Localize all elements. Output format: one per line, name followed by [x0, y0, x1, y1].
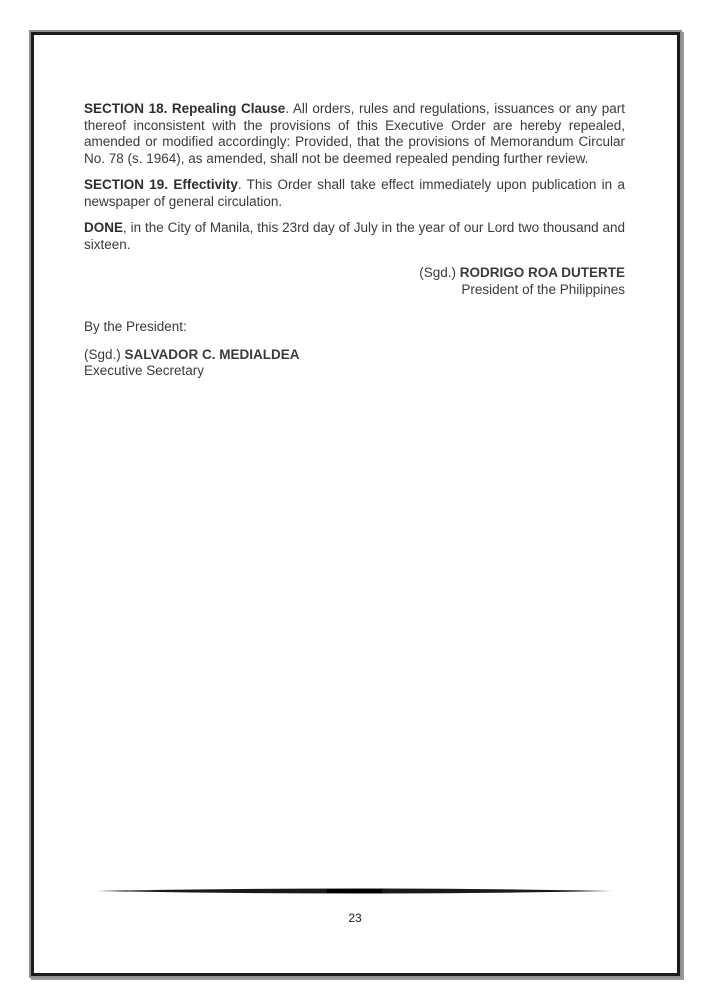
president-title: President of the Philippines — [461, 281, 625, 297]
section-19-separator: . — [164, 177, 174, 192]
president-signature-block — [84, 265, 625, 298]
section-18-text: . All orders, rules and regulations, issuances or any part thereof inconsistent with the provisions of this Executive Order are hereby repealed, amended or modified accordingly: Provided, that the provisions of Memorandum Circular No. 78 (s. 1964), as amended, shall not be deemed repealed pending further review. — [84, 101, 625, 166]
by-the-president: By the President: — [84, 319, 187, 334]
done-paragraph — [84, 220, 625, 253]
document-body — [84, 101, 625, 380]
done-text: , in the City of Manila, this 23rd day of July in the year of our Lord two thousand and sixteen. — [84, 220, 625, 252]
section-18-title: Repealing Clause — [171, 101, 286, 116]
section-19-heading — [84, 177, 238, 192]
president-name: RODRIGO ROA DUTERTE — [459, 265, 625, 280]
section-19-number: SECTION 19 — [84, 177, 165, 192]
section-18-number: SECTION 18 — [84, 101, 164, 116]
section-18-heading — [84, 101, 285, 116]
section-19-paragraph — [84, 177, 625, 210]
section-18-separator: . — [163, 101, 172, 116]
secretary-title: Executive Secretary — [84, 363, 205, 378]
secretary-name: SALVADOR C. MEDIALDEA — [124, 346, 300, 362]
secretary-sgd-prefix: (Sgd.) — [84, 346, 125, 362]
page-number: 23 — [348, 911, 362, 925]
footer-divider — [97, 886, 612, 896]
section-19-text: . This Order shall take effect immediately upon publication in a newspaper of general circulation. — [84, 177, 625, 209]
president-sgd-prefix: (Sgd.) — [419, 265, 460, 280]
section-18-paragraph — [84, 101, 625, 167]
secretary-signature-line — [84, 347, 625, 364]
president-signature-line — [84, 265, 625, 282]
secretary-signature-block — [84, 347, 625, 380]
section-19-title: Effectivity — [173, 177, 238, 192]
done-lead: DONE — [84, 220, 124, 235]
